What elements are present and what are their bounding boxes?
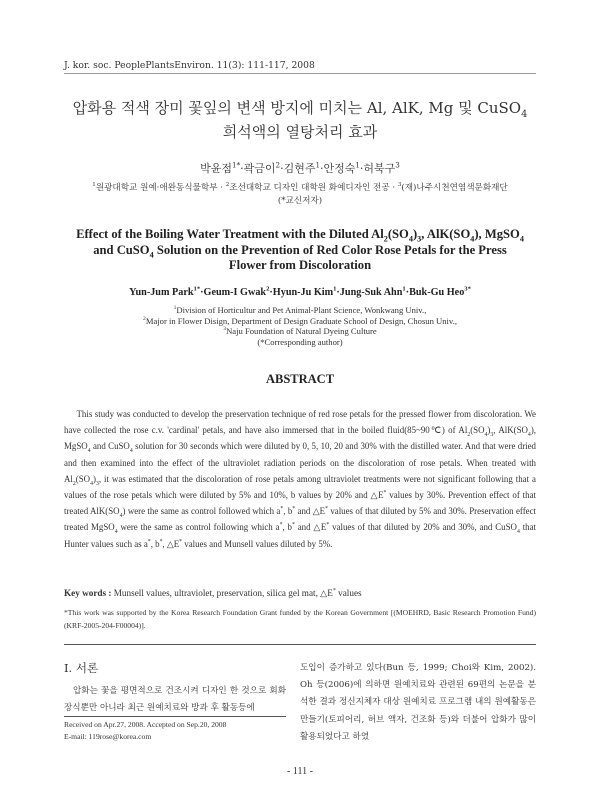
section-divider <box>64 644 536 645</box>
english-affiliation-line2: $^2$Major in Flower Disign, Department of Design Graduate School of Design, Chosun Univ., <box>143 315 457 326</box>
received-dates: Received on Apr.27, 2008. Accepted on Sep.20, 2008 <box>64 720 227 729</box>
english-affiliation-line3: $^3$Naju Foundation of Natural Dyeing Culture <box>223 326 377 337</box>
korean-affiliations <box>60 182 540 208</box>
received-info <box>64 719 286 743</box>
english-affiliation-line1: $^1$Division of Horticultur and Pet Animal-Plant Science, Wonkwang Univ., <box>173 305 427 315</box>
right-paragraph: 도입이 증가하고 있다(Bun 등, 1999; Choi와 Kim, 2002). Oh 등(2006)에 의하면 원예치료와 관련된 69편의 논문을 분석한 결과 정신지체자 대상 원예치료 프로그램 내의 원예활동은 만들기(토피어리, 허브 액자, 건조화 등)와 더불어 압화가 많이 활용되었다고 하였 <box>300 663 536 742</box>
korean-title <box>60 96 540 144</box>
keywords-text: Munsell values, ultraviolet, preservation, silica gel mat, △E* values <box>113 587 362 598</box>
english-title-line2: and CuSO$_4$ Solution on the Prevention of Red Color Rose Petals for the Press <box>93 242 507 260</box>
english-affiliation-line4: (*Corresponding author) <box>257 336 343 347</box>
english-title <box>62 227 538 274</box>
right-column <box>300 660 536 746</box>
left-paragraph: 압화는 꽃을 평면적으로 건조시켜 디자인 한 것으로 회화장식뿐만 아니라 최근 원예치료와 방과 후 활동등에 <box>64 686 286 713</box>
corresponding-email: E-mail: 119rose@korea.com <box>64 732 152 741</box>
english-title-line1: Effect of the Boiling Water Treatment with the Diluted $Al_2(SO_4)_3$, $AlK(SO_4)$, MgSO$_4$ <box>76 227 524 244</box>
korean-affiliation-line1: $^1$원광대학교 원예·애완동식물학부 · $^2$조선대학교 디자인 대학원 화예디자인 전공 · $^3$(재)나주시천연염색문화재단 <box>92 182 508 193</box>
keywords-label: Key words <box>64 588 107 598</box>
keywords: Key words : Munsell values, ultraviolet, preservation, silica gel mat, △E* values <box>64 587 362 598</box>
journal-header: J. kor. soc. PeoplePlantsEnviron. 11(3): 111-117, 2008 <box>64 60 315 71</box>
korean-authors: 박윤점$^{1*}$·곽금이$^2$·김현주$^1$·안정숙$^1$·허북구$^3$ <box>200 160 400 175</box>
received-divider <box>64 716 286 717</box>
english-authors: Yun-Jum Park$^{1*}$·Geum-I Gwak$^2$·Hyun-Ju Kim$^1$·Jung-Suk Ahn$^1$·Buk-Gu Heo$^{3*}$ <box>129 285 471 298</box>
english-affiliations <box>60 305 540 347</box>
abstract-heading: ABSTRACT <box>265 372 335 386</box>
page-number: - 111 - <box>287 766 313 777</box>
funding-note: *This work was supported by the Korea Research Foundation Grant funded by the Korean Government [(MOEHRD, Basic Research Promotion Fund) (KRF-2005-204-F00004)]. <box>64 608 536 630</box>
korean-affiliation-line2: (*교신저자) <box>277 196 323 206</box>
introduction-heading: Ⅰ. 서론 <box>64 661 99 675</box>
english-title-line3: Flower from Discoloration <box>228 258 372 272</box>
korean-title-line2: 희석액의 열탕처리 효과 <box>222 123 378 141</box>
abstract-body: This study was conducted to develop the preservation technique of red rose petals for the pressed flower from discoloration. We have collected the rose c.v. 'cardinal' petals, and have also immersed that in the boiled fluid(85~90℃) of $Al_2(SO_4)_3$, $AlK(SO_4)$, MgSO$_4$ and CuSO$_4$ solution for 30 seconds which were diluted by 0, 5, 10, 20 and 30% with the distilled water. And that were dried and then examined into the effect of the ultraviolet radiation periods on the discoloration of rose petals. When treated with $Al_2(SO_4)_3$, it was estimated that the discoloration of rose petals among ultraviolet treatments were not significant following that a values of the rose petals which were diluted by 5% and 10%, b values by 20% and △E* values by 30%. Prevention effect of that treated $AlK(SO_4)$ were the same as control followed which a*, b* and △E* values of that diluted by 5% and 30%. Preservation effect treated MgSO$_4$ were the same as control following which a*, b* and △E* values of that diluted by 20% and 30%, and CuSO$_4$ that Hunter values such as a*, b*, △E* values and Munsell values diluted by 5%. <box>64 409 537 549</box>
left-column <box>64 683 286 717</box>
header-divider <box>64 73 536 74</box>
korean-title-line1: 압화용 적색 장미 꽃잎의 변색 방지에 미치는 Al, AlK, Mg 및 CuSO$_4$ <box>72 99 528 120</box>
